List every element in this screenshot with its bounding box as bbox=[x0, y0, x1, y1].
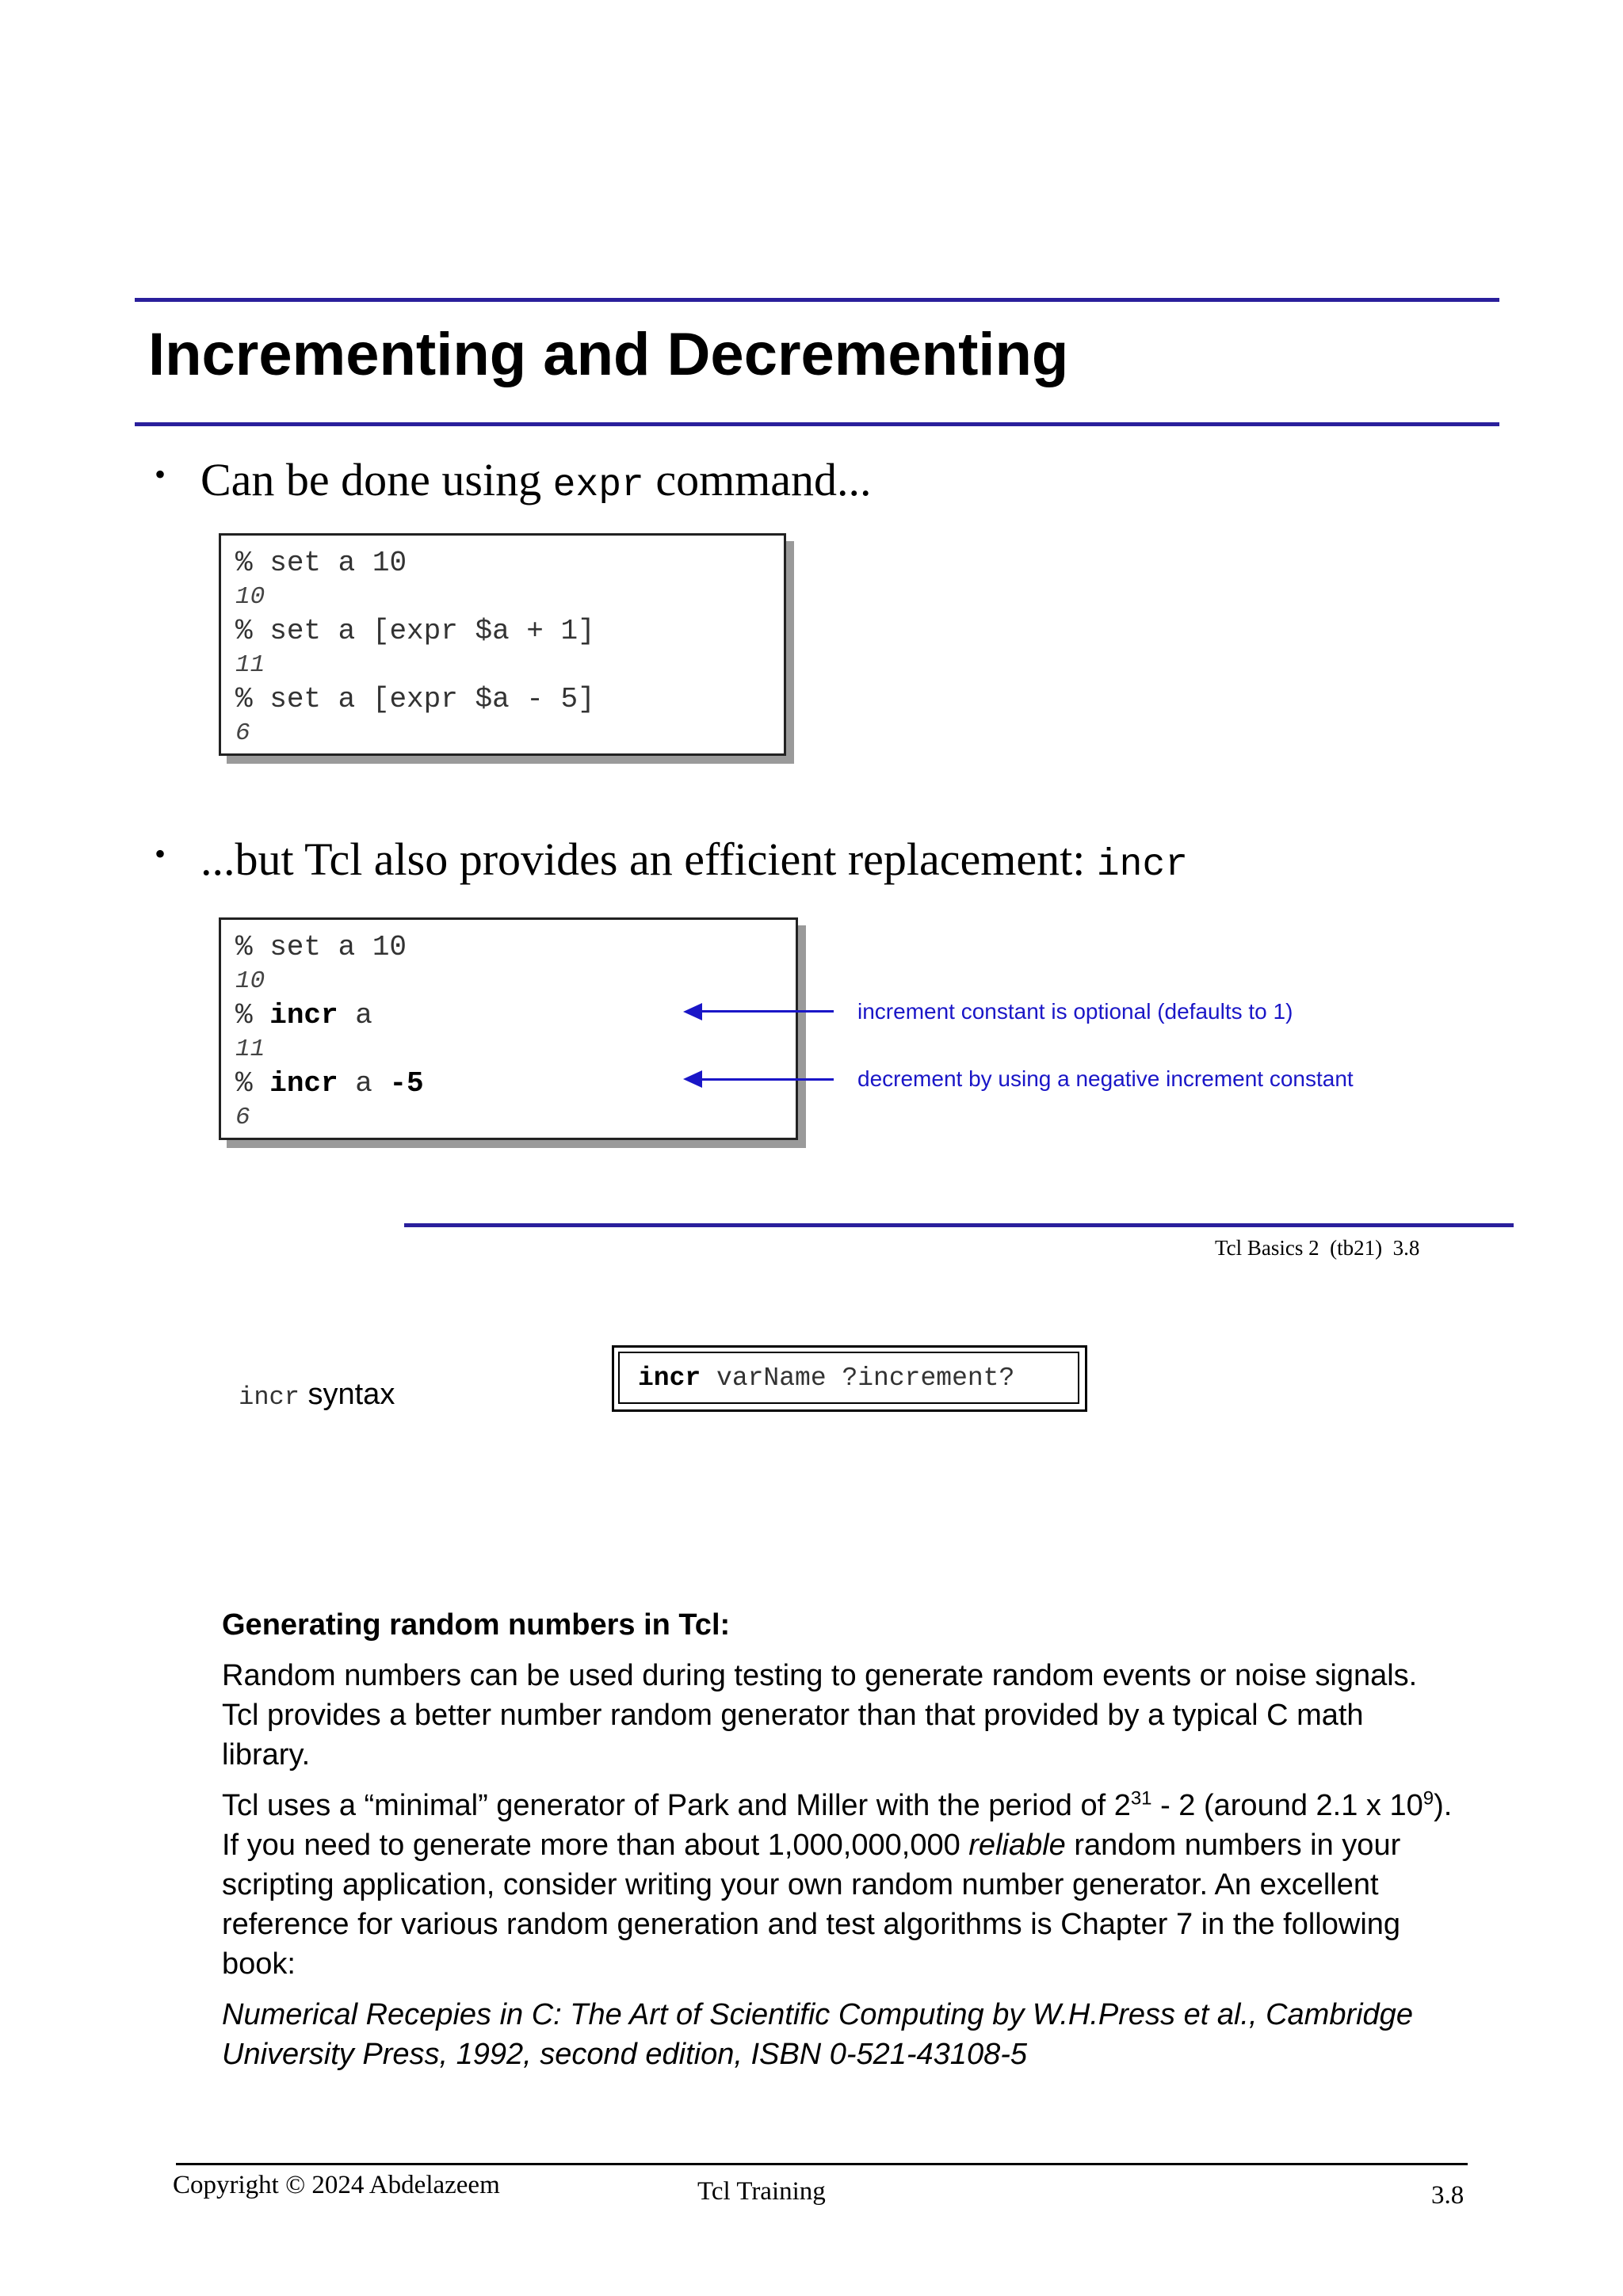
bullet-dot: • bbox=[155, 456, 166, 492]
syntax-box bbox=[612, 1345, 1087, 1412]
page-number: 3.8 bbox=[1431, 2181, 1465, 2210]
arrow-line bbox=[697, 1010, 834, 1013]
footer-center: Tcl Training bbox=[697, 2177, 826, 2206]
bullet-expr-after: command... bbox=[643, 454, 872, 505]
code-output: 10 bbox=[235, 583, 265, 611]
bullet-incr-text: ...but Tcl also provides an efficient replacement: bbox=[200, 833, 1097, 885]
code-line: % set a [expr $a + 1] bbox=[235, 615, 595, 647]
bullet-incr bbox=[155, 833, 1189, 887]
syntax-label: incr syntax bbox=[239, 1378, 395, 1412]
book-reference: Numerical Recepies in C: The Art of Scientific Computing by W.H.Press et al., Cambridge University Press, 1992, second edition, ISBN 0-521-43108-5 bbox=[222, 1998, 1413, 2071]
decrement-note: decrement by using a negative increment constant bbox=[857, 1066, 1354, 1091]
random-paragraph-1: Random numbers can be used during testing to generate random events or noise signals. Tcl provides a better number random generator than that provided by a typical C math library. bbox=[222, 1659, 1418, 1772]
code-line: % set a 10 bbox=[235, 547, 407, 579]
increment-note: increment constant is optional (defaults to 1) bbox=[857, 999, 1293, 1024]
bullet-expr-code: expr bbox=[552, 464, 644, 507]
code-example-incr bbox=[219, 917, 798, 1140]
page-footer-rule bbox=[176, 2163, 1468, 2165]
page-title: Incrementing and Decrementing bbox=[148, 321, 1069, 388]
bullet-expr-text: Can be done using bbox=[200, 454, 553, 505]
syntax-text: incr varName ?increment? bbox=[638, 1363, 1015, 1393]
title-top-rule bbox=[135, 298, 1499, 302]
arrow-line bbox=[697, 1078, 834, 1081]
random-heading: Generating random numbers in Tcl: bbox=[222, 1608, 731, 1642]
code-example-expr bbox=[219, 533, 786, 756]
code-output: 6 bbox=[235, 1104, 250, 1131]
random-paragraph-2: Tcl uses a “minimal” generator of Park and Miller with the period of $2^{31} - 2$ (around 2.1 x $10^9$). If you need to generate more than about 1,000,000,000 reliable random numbers in your scripting application, consider writing your own random number generator. An excellent reference for various random generation and test algorithms is Chapter 7 in the following book: bbox=[222, 1787, 1453, 1981]
copyright: Copyright © 2024 Abdelazeem bbox=[173, 2171, 500, 2199]
bullet-dot: • bbox=[155, 836, 166, 871]
code-output: 11 bbox=[235, 651, 265, 679]
code-output: 11 bbox=[235, 1035, 265, 1063]
bullet-expr bbox=[155, 454, 872, 507]
title-bottom-rule bbox=[135, 422, 1499, 426]
bullet-incr-code: incr bbox=[1096, 844, 1189, 887]
code-output: 10 bbox=[235, 967, 265, 995]
slide-footer-label: Tcl Basics 2 (tb21) 3.8 bbox=[1215, 1236, 1420, 1260]
code-line-decr: % incr a -5 bbox=[235, 1067, 424, 1100]
code-line-incr: % incr a bbox=[235, 999, 372, 1032]
code-line: % set a [expr $a - 5] bbox=[235, 683, 595, 715]
code-line: % set a 10 bbox=[235, 931, 407, 963]
code-output: 6 bbox=[235, 719, 250, 747]
slide-footer-rule bbox=[404, 1223, 1514, 1227]
